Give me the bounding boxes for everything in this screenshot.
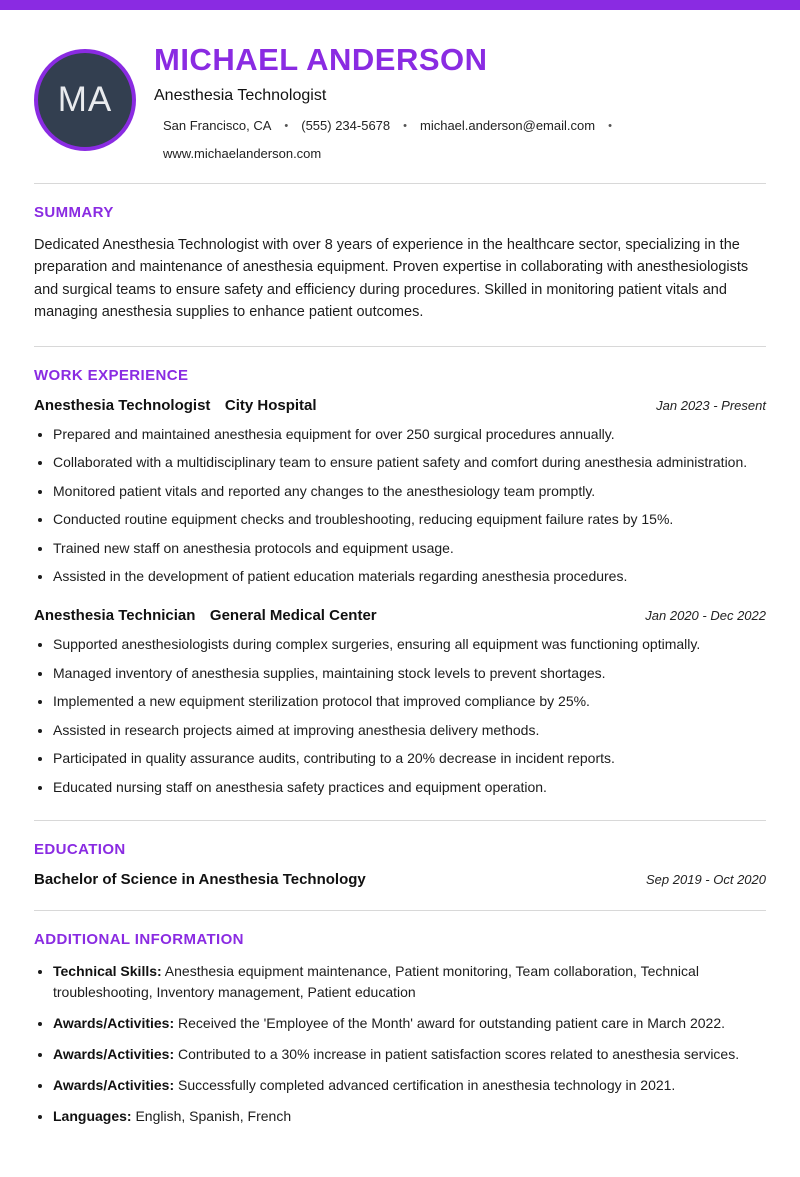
education-section	[34, 841, 766, 888]
summary-heading: SUMMARY	[34, 204, 114, 221]
header-job-title: Anesthesia Technologist	[154, 87, 327, 104]
job-entry	[34, 607, 766, 798]
section-divider	[34, 346, 766, 347]
resume-header	[34, 38, 766, 161]
job-header	[34, 607, 766, 625]
job-bullet: • Conducted routine equipment checks and troubleshooting, reducing equipment failure rates by 15%.	[53, 509, 766, 530]
info-label: Awards/Activities:	[53, 1045, 175, 1062]
contact-phone: (555) 234-5678	[301, 118, 391, 133]
resume-page	[0, 10, 800, 1177]
education-degree: Bachelor of Science in Anesthesia Technology	[34, 870, 366, 888]
additional-info-item	[53, 1075, 766, 1096]
top-accent-bar	[0, 0, 800, 10]
job-bullet: • Prepared and maintained anesthesia equipment for over 250 surgical procedures annually.	[53, 424, 766, 445]
additional-info-list	[34, 961, 766, 1127]
job-bullet: • Educated nursing staff on anesthesia safety practices and equipment operation.	[53, 777, 766, 798]
education-entry	[34, 871, 766, 888]
education-dates: Sep 2019 - Oct 2020	[646, 871, 766, 887]
education-heading: EDUCATION	[34, 840, 126, 858]
job-dates: Jan 2020 - Dec 2022	[645, 608, 766, 624]
info-label: Awards/Activities:	[53, 1076, 175, 1093]
job-dates: Jan 2023 - Present	[656, 397, 766, 413]
job-entry	[34, 397, 766, 588]
job-bullet: • Participated in quality assurance audits, contributing to a 20% decrease in incident reports.	[53, 748, 766, 769]
bullet-separator-icon: •	[403, 119, 407, 132]
job-title-line	[34, 607, 377, 625]
additional-info-item	[53, 961, 766, 1003]
job-bullet: • Supported anesthesiologists during complex surgeries, ensuring all equipment was functioning optimally.	[53, 634, 766, 655]
section-divider	[34, 183, 766, 184]
job-company: General Medical Center	[209, 607, 377, 625]
job-title-line	[34, 397, 317, 415]
info-text: Successfully completed advanced certification in anesthesia technology in 2021.	[178, 1076, 676, 1093]
page-title: MICHAEL ANDERSON	[154, 42, 488, 77]
additional-info-section	[34, 931, 766, 1127]
additional-info-heading: ADDITIONAL INFORMATION	[34, 930, 244, 948]
summary-section	[34, 204, 766, 324]
job-bullet: • Collaborated with a multidisciplinary team to ensure patient safety and comfort during anesthesia administration.	[53, 452, 766, 473]
work-experience-heading: WORK EXPERIENCE	[34, 366, 189, 384]
summary-text: Dedicated Anesthesia Technologist with over 8 years of experience in the healthcare sector, specializing in the preparation and maintenance of anesthesia equipment. Proven expertise in collaborating with anesthesiologists and surgical teams to ensure safety and efficiency during procedures. Skilled in monitoring patient vitals and managing anesthesia supplies to enhance patient outcomes.	[34, 237, 749, 321]
additional-info-item	[53, 1106, 766, 1127]
job-bullet: • Trained new staff on anesthesia protocols and equipment usage.	[53, 538, 766, 559]
avatar-initials: MA	[57, 79, 113, 119]
job-bullet: • Monitored patient vitals and reported any changes to the anesthesiology team promptly.	[53, 481, 766, 502]
additional-info-item	[53, 1044, 766, 1065]
work-experience-section	[34, 367, 766, 798]
info-label: Technical Skills:	[53, 962, 162, 979]
contact-email[interactable]: michael.anderson@email.com	[420, 118, 596, 133]
contact-row	[163, 118, 766, 161]
additional-info-item	[53, 1013, 766, 1034]
section-divider	[34, 820, 766, 821]
info-label: Languages:	[53, 1107, 132, 1124]
contact-location: San Francisco, CA	[163, 118, 272, 133]
info-text: Received the 'Employee of the Month' award for outstanding patient care in March 2022.	[178, 1014, 726, 1031]
job-bullet: • Implemented a new equipment sterilization protocol that improved compliance by 25%.	[53, 691, 766, 712]
job-company: City Hospital	[224, 396, 317, 414]
job-bullet: • Assisted in research projects aimed at improving anesthesia delivery methods.	[53, 720, 766, 741]
job-bullet-list	[34, 424, 766, 588]
bullet-separator-icon: •	[608, 119, 612, 132]
job-header	[34, 397, 766, 415]
info-text: English, Spanish, French	[135, 1107, 292, 1124]
job-bullet-list	[34, 634, 766, 798]
job-role: Anesthesia Technologist	[34, 396, 211, 414]
info-text: Contributed to a 30% increase in patient satisfaction scores related to anesthesia services.	[178, 1045, 740, 1062]
avatar	[34, 49, 136, 151]
contact-website[interactable]: www.michaelanderson.com	[163, 146, 322, 161]
header-info	[154, 38, 766, 161]
bullet-separator-icon: •	[284, 119, 289, 132]
job-role: Anesthesia Technician	[34, 607, 196, 625]
info-label: Awards/Activities:	[53, 1014, 175, 1031]
job-bullet: • Assisted in the development of patient education materials regarding anesthesia procedures.	[53, 566, 766, 587]
info-text: Anesthesia equipment maintenance, Patient monitoring, Team collaboration, Technical troubleshooting, Inventory management, Patient education	[53, 962, 699, 1000]
job-bullet: • Managed inventory of anesthesia supplies, maintaining stock levels to prevent shortages.	[53, 663, 766, 684]
section-divider	[34, 910, 766, 911]
